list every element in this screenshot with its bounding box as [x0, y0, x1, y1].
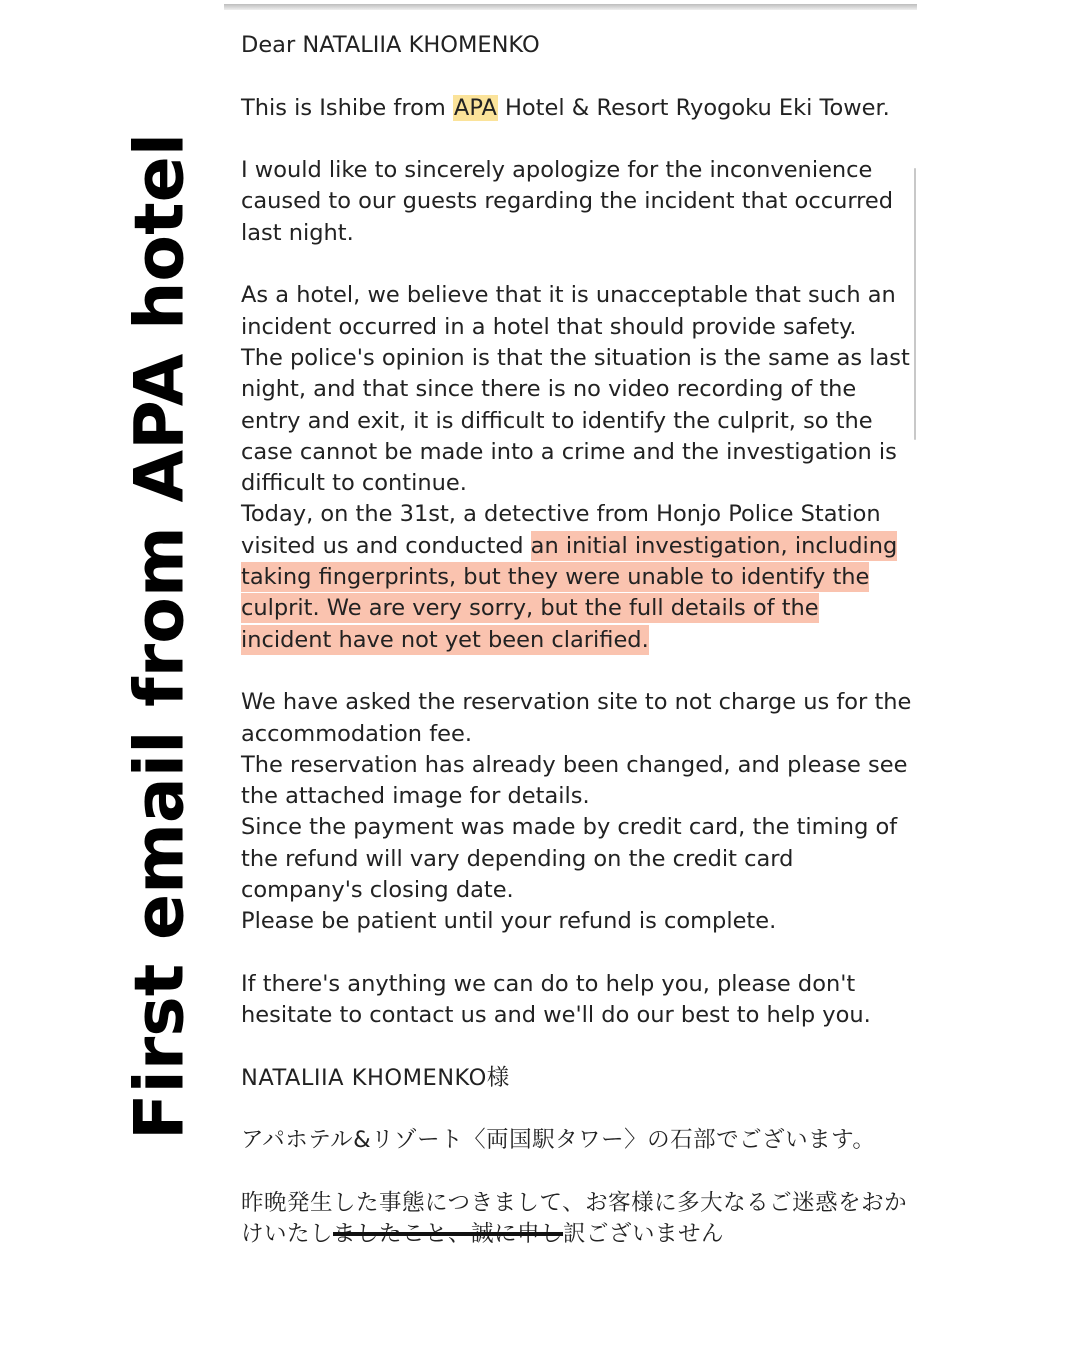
email-body	[241, 30, 913, 1251]
email-police-opinion: The police's opinion is that the situation is the same as last night, and that since there is no video recording of the entry and exit, it is difficult to identify the culprit, so the case cannot be made into a crime and the investigation is difficult to continue.	[241, 344, 910, 497]
brand-highlight: APA	[453, 94, 497, 121]
email-intro	[241, 93, 913, 124]
strikethrough-text: ましたこと、誠に申し	[333, 1221, 564, 1248]
email-greeting: Dear NATALIIA KHOMENKO	[241, 32, 540, 58]
email-reservation-changed: The reservation has already been changed, and please see the attached image for details.	[241, 751, 908, 810]
intro-text-rest: Hotel & Resort Ryogoku Eki Tower.	[497, 94, 890, 121]
email-refund-patience: Please be patient until your refund is complete.	[241, 908, 777, 935]
email-jp-greeting: NATALIIA KHOMENKO様	[241, 1064, 510, 1091]
intro-text: This is Ishibe from	[241, 94, 453, 121]
email-top-rule	[224, 4, 917, 10]
email-detective-visit	[241, 499, 913, 655]
overlay-caption: First email from APA hotel	[120, 132, 200, 1140]
email-jp-intro: アパホテル&リゾート〈両国駅タワー〉の石部でございます。	[241, 1127, 876, 1154]
jp-apology-text: 昨晩発生した事態につきまして、お客様に多大なるご迷惑をおかけいたし	[241, 1189, 908, 1248]
scrollbar[interactable]	[914, 168, 916, 440]
email-reservation-fee: We have asked the reservation site to not charge us for the accommodation fee.	[241, 689, 912, 747]
email-hotel-view: As a hotel, we believe that it is unacceptable that such an incident occurred in a hotel that should provide safety.	[241, 282, 896, 340]
jp-apology-text-rest: 訳ございません	[563, 1221, 725, 1248]
email-refund-timing: Since the payment was made by credit card, the timing of the refund will vary depending on the credit card company's closing date.	[241, 814, 898, 904]
email-help-offer: If there's anything we can do to help you, please don't hesitate to contact us and we'll do our best to help you.	[241, 970, 871, 1029]
marker-highlight: an initial investigation, including taking fingerprints, but they were unable to identify the culprit. We are very sorry, but the full details of the incident have not yet been clarified.	[241, 532, 898, 653]
detective-text: Today, on the 31st, a detective from Honjo Police Station visited us and conducted	[241, 501, 881, 559]
email-apology: I would like to sincerely apologize for the inconvenience caused to our guests regarding the incident that occurred last night.	[241, 157, 894, 246]
email-jp-apology	[241, 1188, 913, 1251]
